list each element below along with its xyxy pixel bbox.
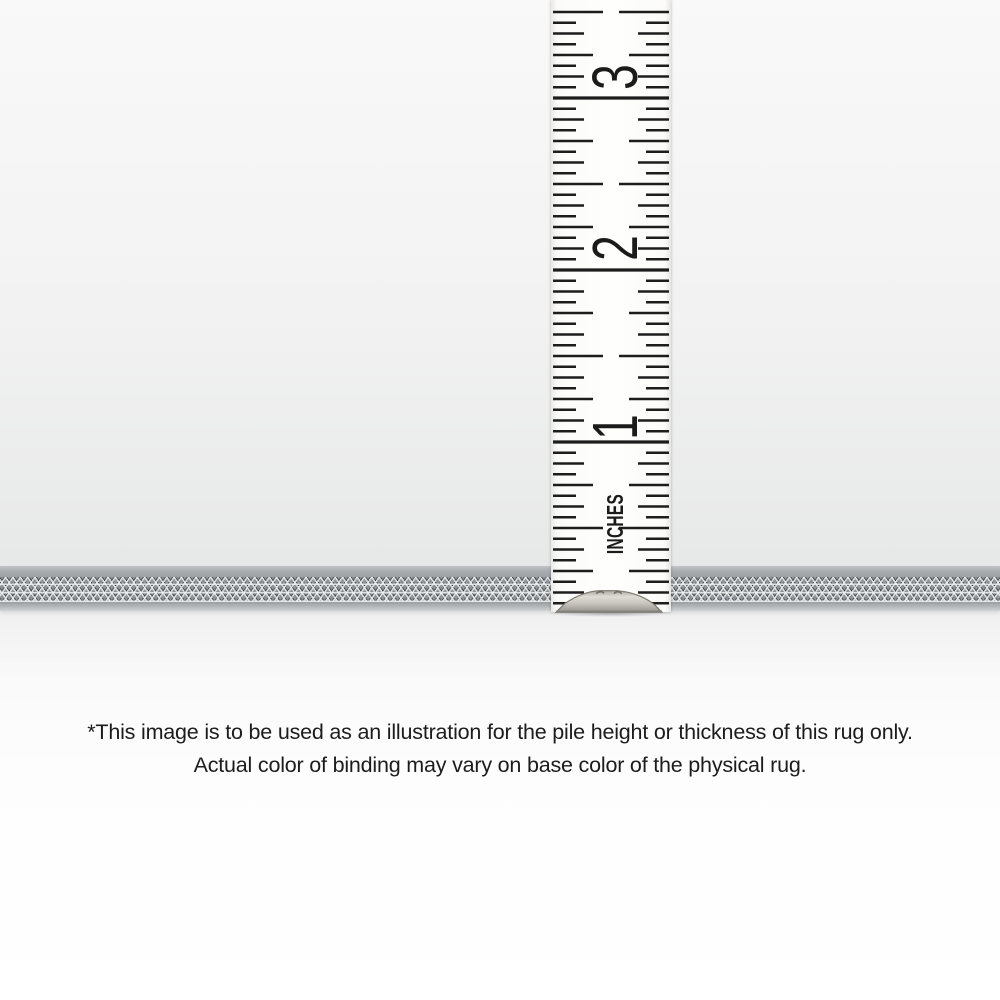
ruler — [551, 0, 671, 612]
disclaimer-line-1: *This image is to be used as an illustration for the pile height or thickness of this rug only. — [87, 720, 913, 744]
rug-binding-edge — [0, 566, 1000, 577]
disclaimer-line-2: Actual color of binding may vary on base color of the physical rug. — [193, 752, 807, 777]
ruler-number-1: 1 — [579, 414, 651, 440]
tape-end-hook — [555, 587, 663, 614]
ruler-number-3: 3 — [579, 64, 651, 90]
ruler-number-2: 2 — [579, 235, 651, 261]
rug-cross-section — [0, 566, 1000, 611]
rug-base-edge — [0, 602, 1000, 611]
ruler-unit-label: INCHES — [601, 493, 628, 555]
background-lower — [0, 611, 1000, 1000]
rug-mesh-texture — [0, 577, 1000, 602]
disclaimer-text — [0, 716, 1000, 781]
